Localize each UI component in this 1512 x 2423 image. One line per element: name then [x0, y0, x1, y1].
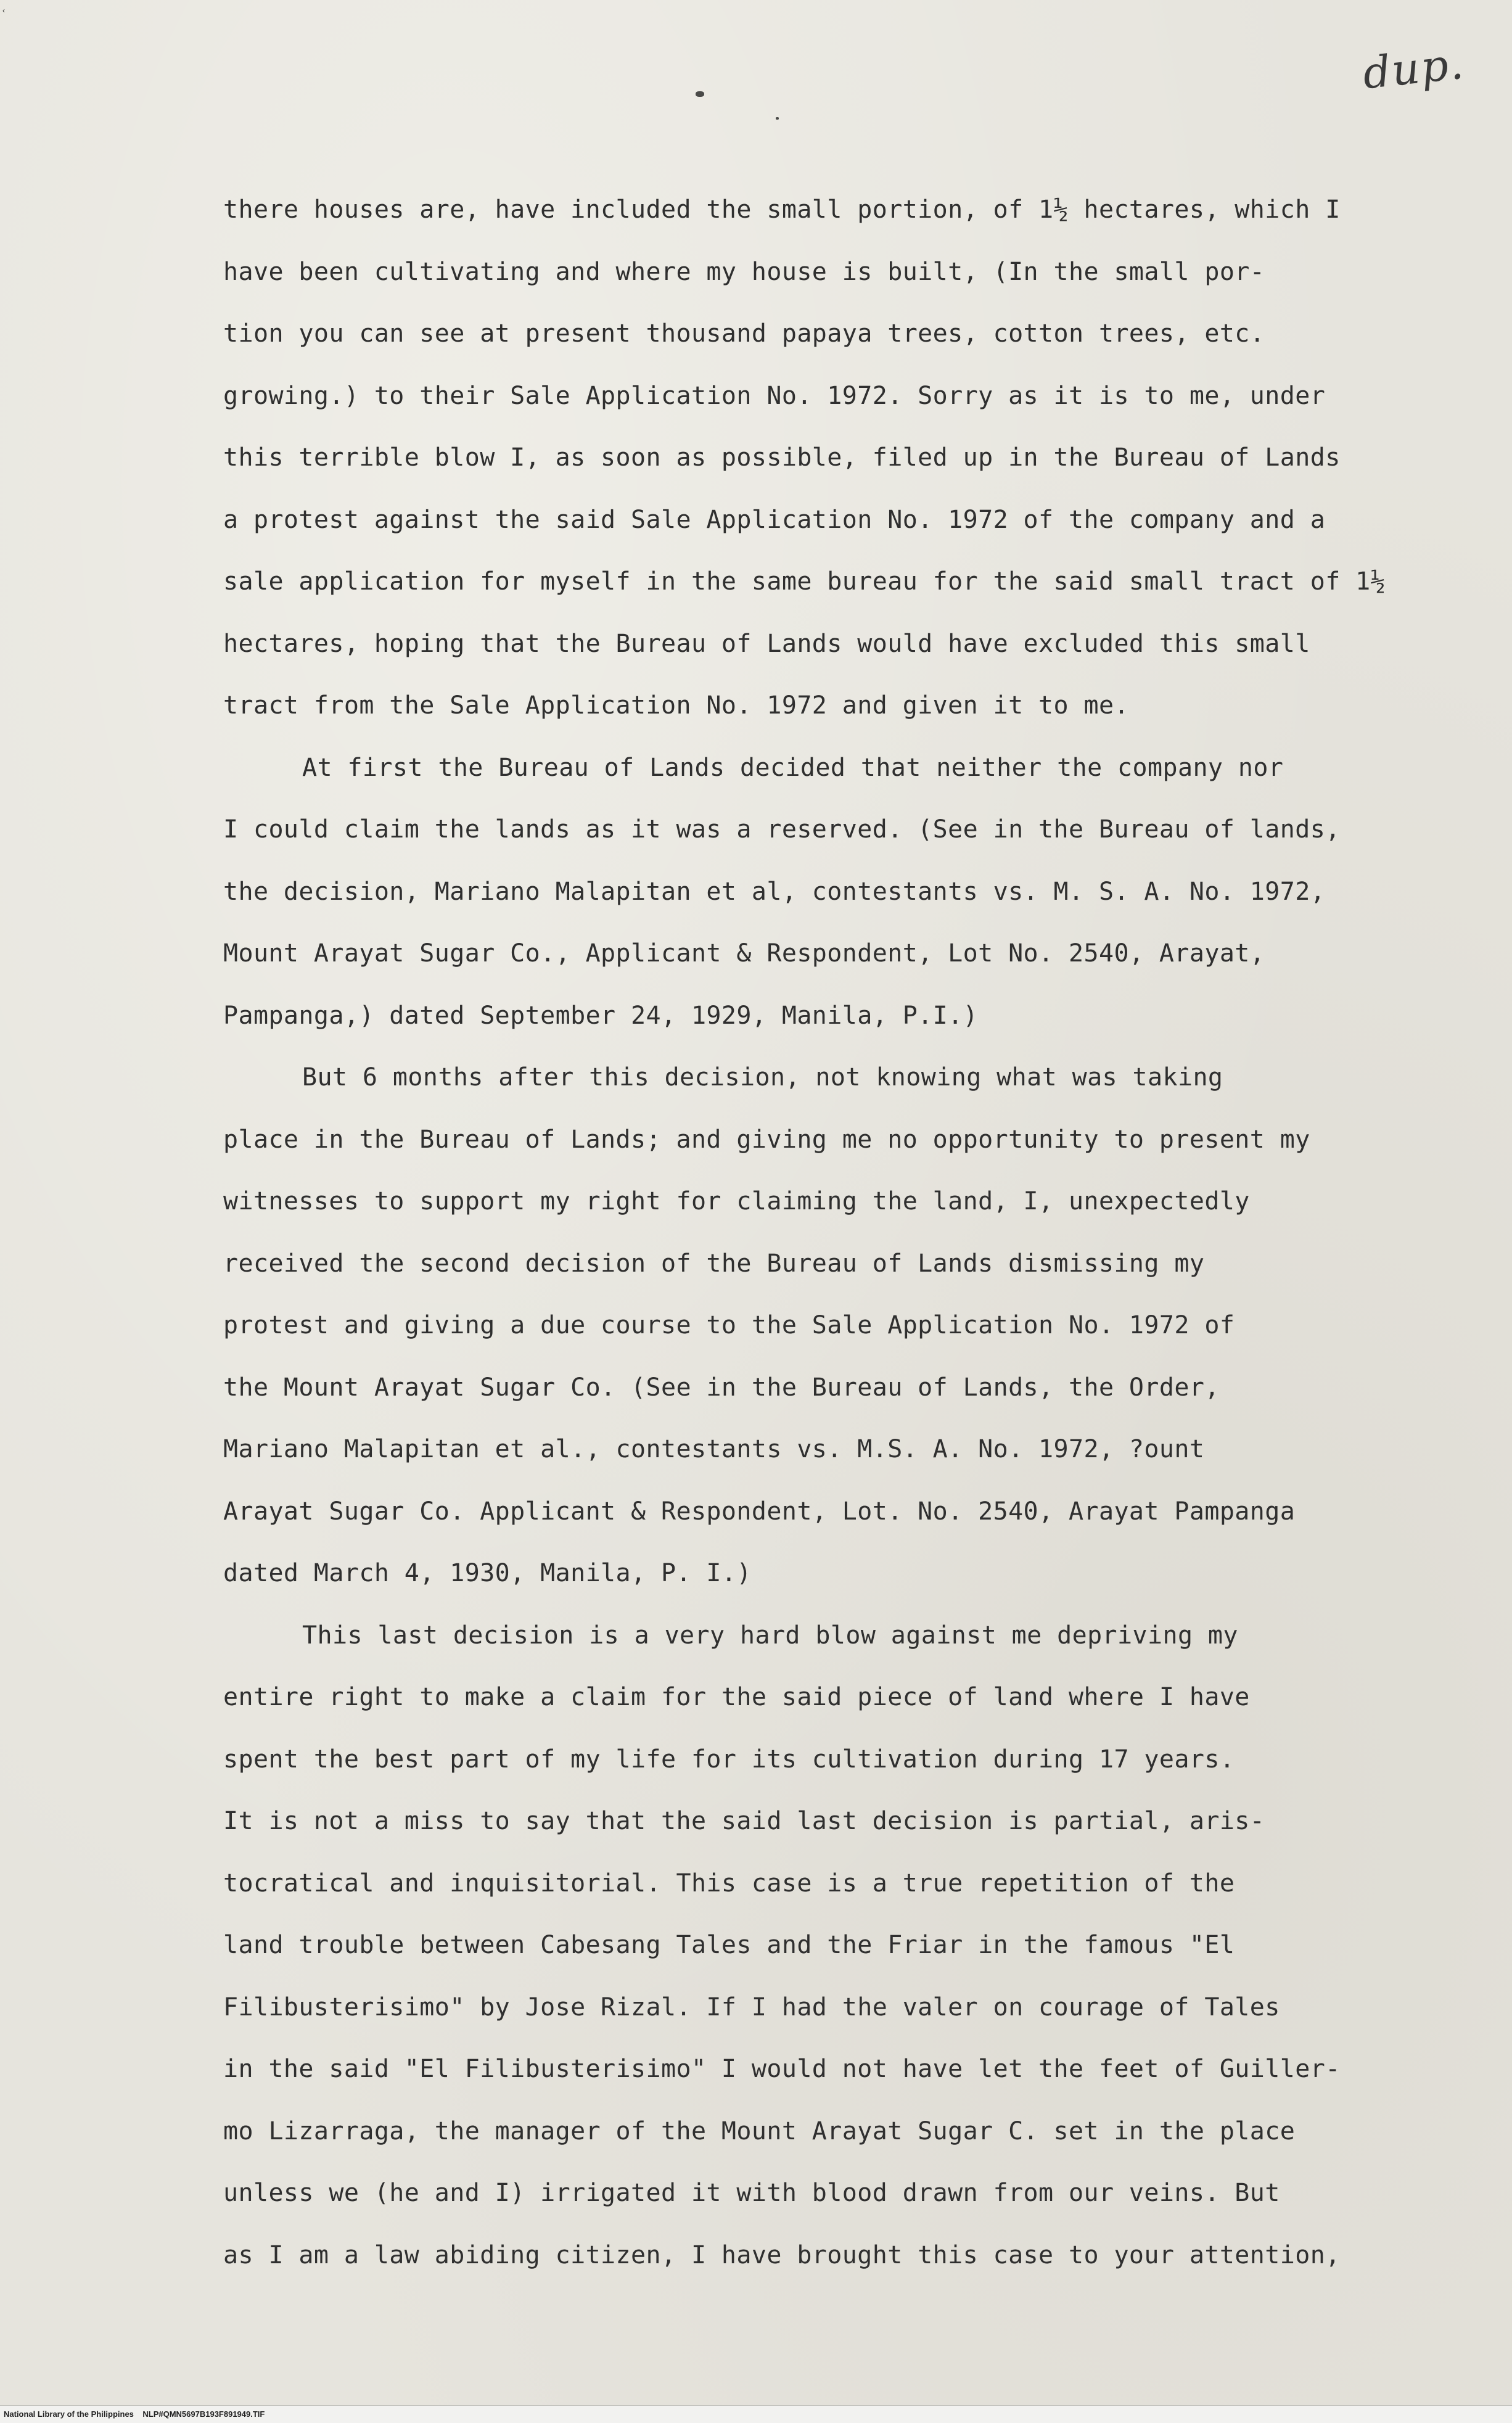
body-line: received the second decision of the Bureau of Lands dismissing my: [223, 1249, 1205, 1278]
body-line: the decision, Mariano Malapitan et al, contestants vs. M. S. A. No. 1972,: [223, 877, 1326, 906]
body-line: witnesses to support my right for claiming the land, I, unexpectedly: [223, 1187, 1250, 1216]
body-line: a protest against the said Sale Application No. 1972 of the company and a: [223, 505, 1326, 534]
body-line: tocratical and inquisitorial. This case is a true repetition of the: [223, 1869, 1235, 1898]
body-line: dated March 4, 1930, Manila, P. I.): [223, 1559, 752, 1587]
body-line: have been cultivating and where my house is built, (In the small por-: [223, 257, 1265, 286]
body-line: Mariano Malapitan et al., contestants vs. M.S. A. No. 1972, ?ount: [223, 1435, 1205, 1463]
body-line: mo Lizarraga, the manager of the Mount Arayat Sugar C. set in the place: [223, 2117, 1296, 2145]
ink-speck: [696, 91, 704, 97]
body-line: Mount Arayat Sugar Co., Applicant & Respondent, Lot No. 2540, Arayat,: [223, 939, 1265, 968]
scan-footer: [0, 2405, 1512, 2423]
body-line: Arayat Sugar Co. Applicant & Respondent, Lot. No. 2540, Arayat Pampanga: [223, 1497, 1296, 1526]
body-line: Pampanga,) dated September 24, 1929, Manila, P.I.): [223, 1001, 979, 1030]
scan-footer-text: National Library of the Philippines NLP#QMN5697B193F891949.TIF: [4, 2409, 265, 2419]
body-line: the Mount Arayat Sugar Co. (See in the Bureau of Lands, the Order,: [223, 1373, 1220, 1402]
paragraph-first-line: At first the Bureau of Lands decided that neither the company nor: [302, 753, 1284, 782]
body-line: as I am a law abiding citizen, I have brought this case to your attention,: [223, 2240, 1341, 2269]
ink-speck: [776, 117, 779, 120]
body-line: It is not a miss to say that the said last decision is partial, aris-: [223, 1807, 1265, 1835]
body-line: growing.) to their Sale Application No. 1972. Sorry as it is to me, under: [223, 381, 1326, 410]
body-line: land trouble between Cabesang Tales and the Friar in the famous "El: [223, 1931, 1235, 1959]
handwritten-annotation: dup.: [1360, 38, 1467, 99]
body-line: Filibusterisimo" by Jose Rizal. If I had the valer on courage of Tales: [223, 1993, 1280, 2022]
body-line: spent the best part of my life for its cultivation during 17 years.: [223, 1745, 1235, 1774]
body-line: entire right to make a claim for the said piece of land where I have: [223, 1683, 1250, 1711]
body-line: I could claim the lands as it was a reserved. (See in the Bureau of lands,: [223, 815, 1341, 844]
paragraph-first-line: This last decision is a very hard blow against me depriving my: [302, 1621, 1238, 1650]
edge-mark: ‹: [2, 6, 5, 15]
body-line: hectares, hoping that the Bureau of Lands would have excluded this small: [223, 629, 1310, 658]
letter-body: [223, 179, 1386, 2286]
body-line: place in the Bureau of Lands; and giving me no opportunity to present my: [223, 1125, 1310, 1154]
body-line: tract from the Sale Application No. 1972 and given it to me.: [223, 691, 1129, 720]
paragraph-first-line: But 6 months after this decision, not knowing what was taking: [302, 1063, 1223, 1092]
body-line: sale application for myself in the same bureau for the said small tract of 1½: [223, 567, 1386, 596]
body-line: this terrible blow I, as soon as possible, filed up in the Bureau of Lands: [223, 443, 1341, 472]
body-line: unless we (he and I) irrigated it with blood drawn from our veins. But: [223, 2179, 1280, 2207]
body-line: tion you can see at present thousand papaya trees, cotton trees, etc.: [223, 319, 1265, 348]
body-line: protest and giving a due course to the Sale Application No. 1972 of: [223, 1311, 1235, 1339]
body-line: there houses are, have included the small portion, of 1½ hectares, which I: [223, 195, 1341, 224]
body-line: in the said "El Filibusterisimo" I would not have let the feet of Guiller-: [223, 2055, 1341, 2083]
